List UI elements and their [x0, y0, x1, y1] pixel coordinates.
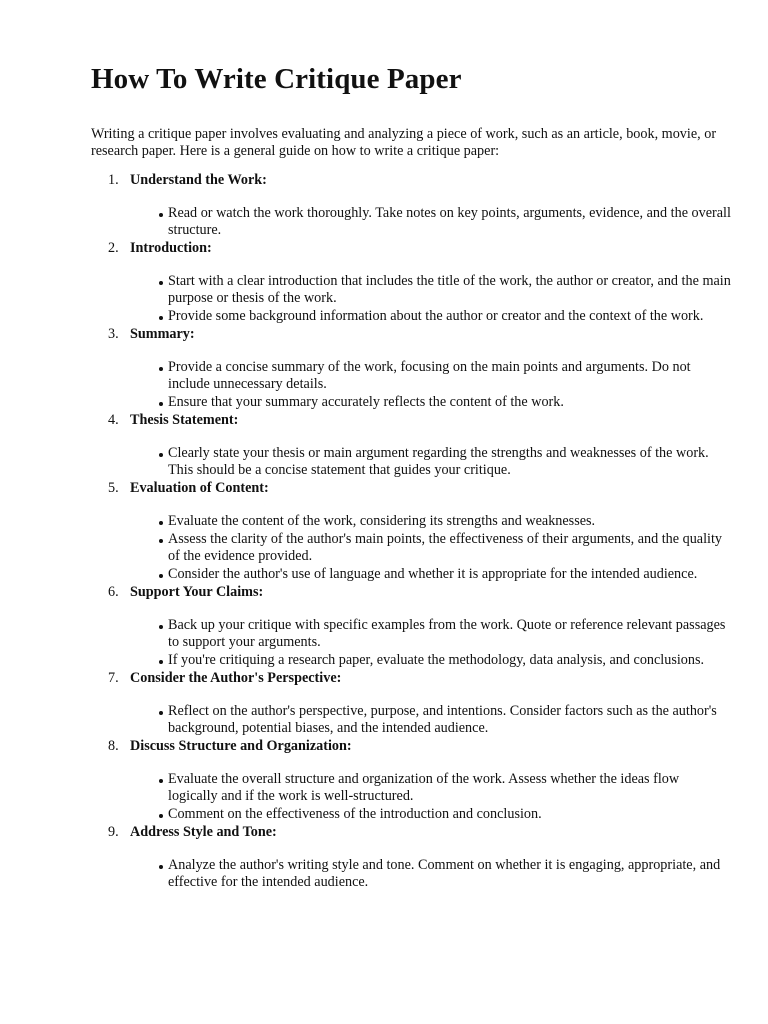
step-number: 3. — [108, 326, 119, 342]
bullet-item — [130, 857, 731, 891]
step-item — [91, 172, 731, 239]
step-heading: Evaluation of Content: — [130, 480, 269, 496]
bullet-dot-icon — [159, 539, 163, 543]
step-heading: Discuss Structure and Organization: — [130, 738, 352, 754]
bullet-text: Assess the clarity of the author's main points, the effectiveness of their arguments, and the quality of the evidence provided. — [168, 531, 723, 564]
step-item — [91, 670, 731, 737]
step-number: 6. — [108, 584, 119, 600]
bullet-list — [130, 771, 731, 823]
bullet-item — [130, 445, 731, 479]
bullet-item — [130, 806, 731, 823]
bullet-item — [130, 703, 731, 737]
bullet-dot-icon — [159, 574, 163, 578]
step-number: 9. — [108, 824, 119, 840]
bullet-text: Consider the author's use of language and whether it is appropriate for the intended audience. — [168, 566, 698, 582]
step-number: 8. — [108, 738, 119, 754]
bullet-text: Comment on the effectiveness of the introduction and conclusion. — [168, 806, 542, 822]
step-heading: Consider the Author's Perspective: — [130, 670, 342, 686]
bullet-list — [130, 617, 731, 669]
bullet-item — [130, 566, 731, 583]
bullet-text: Start with a clear introduction that includes the title of the work, the author or creator, and the main purpose or thesis of the work. — [168, 273, 731, 306]
step-item — [91, 738, 731, 823]
bullet-item — [130, 394, 731, 411]
step-number: 2. — [108, 240, 119, 256]
step-heading: Summary: — [130, 326, 195, 342]
bullet-dot-icon — [159, 779, 163, 783]
step-item — [91, 240, 731, 325]
bullet-dot-icon — [159, 711, 163, 715]
bullet-item — [130, 617, 731, 651]
bullet-item — [130, 273, 731, 307]
bullet-dot-icon — [159, 521, 163, 525]
step-heading: Support Your Claims: — [130, 584, 264, 600]
bullet-text: Provide some background information about the author or creator and the context of the work. — [168, 308, 704, 324]
step-heading: Understand the Work: — [130, 172, 267, 188]
step-item — [91, 326, 731, 411]
bullet-text: Evaluate the content of the work, considering its strengths and weaknesses. — [168, 513, 596, 529]
step-item — [91, 824, 731, 891]
bullet-dot-icon — [159, 814, 163, 818]
step-item — [91, 480, 731, 583]
bullet-text: Evaluate the overall structure and organization of the work. Assess whether the ideas flow logically and if the work is well-structured. — [168, 771, 680, 804]
step-item — [91, 584, 731, 669]
step-number: 4. — [108, 412, 119, 428]
bullet-item — [130, 652, 731, 669]
bullet-text: Reflect on the author's perspective, purpose, and intentions. Consider factors such as the author's background, potential biases, and the intended audience. — [168, 703, 717, 736]
step-number: 7. — [108, 670, 119, 686]
step-heading: Introduction: — [130, 240, 212, 256]
bullet-dot-icon — [159, 660, 163, 664]
bullet-dot-icon — [159, 213, 163, 217]
step-heading: Thesis Statement: — [130, 412, 239, 428]
bullet-text: Analyze the author's writing style and tone. Comment on whether it is engaging, appropriate, and effective for the intended audience. — [168, 857, 721, 890]
bullet-text: Read or watch the work thoroughly. Take notes on key points, arguments, evidence, and the overall structure. — [168, 205, 731, 238]
step-number: 1. — [108, 172, 119, 188]
bullet-list — [130, 359, 731, 411]
bullet-item — [130, 513, 731, 530]
bullet-dot-icon — [159, 625, 163, 629]
bullet-item — [130, 359, 731, 393]
bullet-text: If you're critiquing a research paper, evaluate the methodology, data analysis, and conclusions. — [168, 652, 705, 668]
bullet-text: Back up your critique with specific examples from the work. Quote or reference relevant passages to support your arguments. — [168, 617, 726, 650]
bullet-list — [130, 703, 731, 737]
bullet-dot-icon — [159, 316, 163, 320]
step-item — [91, 412, 731, 479]
bullet-item — [130, 531, 731, 565]
document-page — [91, 62, 731, 892]
bullet-text: Ensure that your summary accurately reflects the content of the work. — [168, 394, 564, 410]
steps-list — [91, 172, 731, 891]
bullet-list — [130, 205, 731, 239]
bullet-list — [130, 513, 731, 583]
step-heading: Address Style and Tone: — [130, 824, 277, 840]
document-title: How To Write Critique Paper — [91, 63, 462, 95]
bullet-item — [130, 771, 731, 805]
bullet-dot-icon — [159, 281, 163, 285]
bullet-text: Clearly state your thesis or main argument regarding the strengths and weaknesses of the work. This should be a concise statement that guides your critique. — [168, 445, 709, 478]
bullet-list — [130, 445, 731, 479]
bullet-list — [130, 273, 731, 325]
bullet-dot-icon — [159, 453, 163, 457]
bullet-list — [130, 857, 731, 891]
bullet-item — [130, 205, 731, 239]
bullet-dot-icon — [159, 367, 163, 371]
bullet-dot-icon — [159, 402, 163, 406]
step-number: 5. — [108, 480, 119, 496]
bullet-item — [130, 308, 731, 325]
bullet-dot-icon — [159, 865, 163, 869]
intro-paragraph: Writing a critique paper involves evaluating and analyzing a piece of work, such as an article, book, movie, or research paper. Here is a general guide on how to write a critique paper: — [91, 126, 717, 159]
bullet-text: Provide a concise summary of the work, focusing on the main points and arguments. Do not include unnecessary details. — [168, 359, 691, 392]
